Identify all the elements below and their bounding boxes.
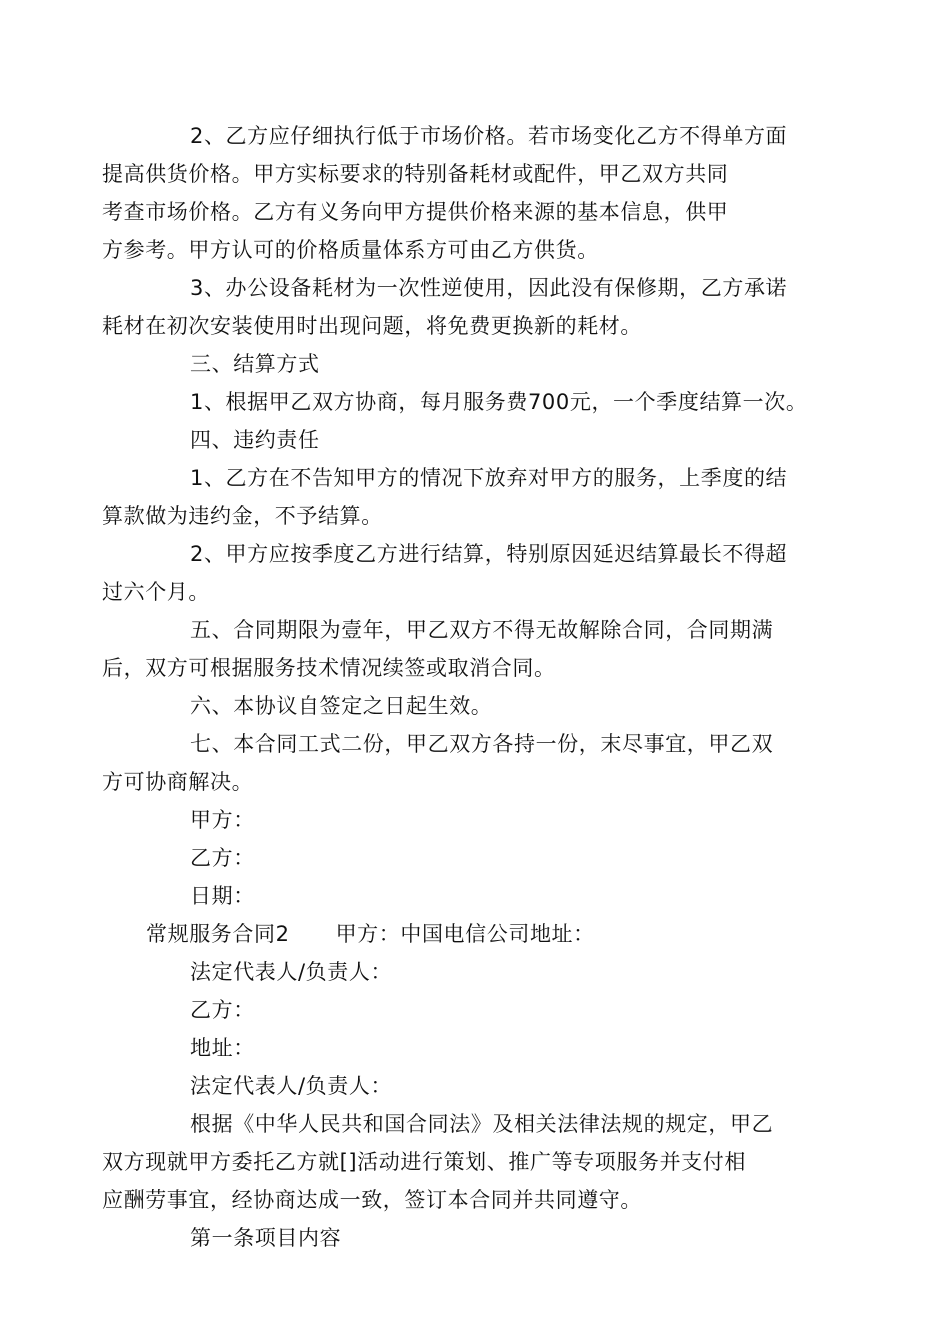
text-line: 算款做为违约金，不予结算。 — [102, 504, 383, 528]
signature-date — [146, 877, 810, 915]
text-line: 地址： — [190, 1036, 255, 1060]
text-line: 方参考。甲方认可的价格质量体系方可由乙方供货。 — [102, 238, 599, 262]
text-line: 耗材在初次安装使用时出现问题，将免费更换新的耗材。 — [102, 314, 642, 338]
contract-2-header — [146, 915, 810, 953]
contract-2-preamble — [102, 1105, 810, 1219]
contract-2-rep-a — [146, 953, 810, 991]
text-line: 应酬劳事宜，经协商达成一致，签订本合同并共同遵守。 — [102, 1188, 642, 1212]
heading-text: 三、结算方式 — [190, 352, 320, 376]
contract-2-rep-b — [146, 1067, 810, 1105]
signature-label: 甲方： — [190, 808, 255, 832]
heading-text: 第一条项目内容 — [190, 1226, 342, 1250]
text-line: 法定代表人/负责人： — [190, 960, 393, 984]
paragraph-effective — [146, 687, 810, 725]
text-line: 六、本协议自签定之日起生效。 — [190, 694, 493, 718]
contract-2-party-a: 甲方：中国电信公司地址： — [335, 922, 595, 946]
text-line: 五、合同期限为壹年，甲乙双方不得无故解除合同，合同期满 — [190, 618, 774, 642]
heading-breach — [146, 421, 810, 459]
paragraph-breach-1 — [102, 459, 810, 535]
text-line: 双方现就甲方委托乙方就[]活动进行策划、推广等专项服务并支付相 — [102, 1150, 746, 1174]
text-line: 过六个月。 — [102, 580, 210, 604]
text-line: 七、本合同工式二份，甲乙双方各持一份，末尽事宜，甲乙双 — [190, 732, 774, 756]
heading-text: 四、违约责任 — [190, 428, 320, 452]
text-line: 3、办公设备耗材为一次性逆使用，因此没有保修期，乙方承诺 — [190, 276, 788, 300]
paragraph-item-2-price — [102, 117, 810, 269]
paragraph-item-3-consumables — [102, 269, 810, 345]
document-body — [102, 117, 810, 1257]
signature-label: 乙方： — [190, 846, 255, 870]
signature-label: 日期： — [190, 884, 255, 908]
heading-settlement — [146, 345, 810, 383]
signature-party-a — [146, 801, 810, 839]
text-line: 根据《中华人民共和国合同法》及相关法律法规的规定，甲乙 — [190, 1112, 774, 1136]
contract-2-party-b — [146, 991, 810, 1029]
contract-2-article-1 — [146, 1219, 810, 1257]
text-line: 乙方： — [190, 998, 255, 1022]
text-line: 提高供货价格。甲方实标要求的特别备耗材或配件，甲乙双方共同 — [102, 162, 729, 186]
paragraph-copies — [102, 725, 810, 801]
text-line: 2、乙方应仔细执行低于市场价格。若市场变化乙方不得单方面 — [190, 124, 788, 148]
text-line: 考查市场价格。乙方有义务向甲方提供价格来源的基本信息，供甲 — [102, 200, 729, 224]
text-line: 法定代表人/负责人： — [190, 1074, 393, 1098]
paragraph-breach-2 — [102, 535, 810, 611]
contract-2-address — [146, 1029, 810, 1067]
text-line: 后，双方可根据服务技术情况续签或取消合同。 — [102, 656, 556, 680]
text-line: 1、乙方在不告知甲方的情况下放弃对甲方的服务，上季度的结 — [190, 466, 788, 490]
paragraph-term — [102, 611, 810, 687]
text-line: 1、根据甲乙双方协商，每月服务费700元，一个季度结算一次。 — [190, 390, 808, 414]
paragraph-settlement-1 — [146, 383, 810, 421]
text-line: 2、甲方应按季度乙方进行结算，特别原因延迟结算最长不得超 — [190, 542, 788, 566]
signature-party-b — [146, 839, 810, 877]
contract-2-title: 常规服务合同2 — [146, 922, 290, 946]
text-line: 方可协商解决。 — [102, 770, 254, 794]
